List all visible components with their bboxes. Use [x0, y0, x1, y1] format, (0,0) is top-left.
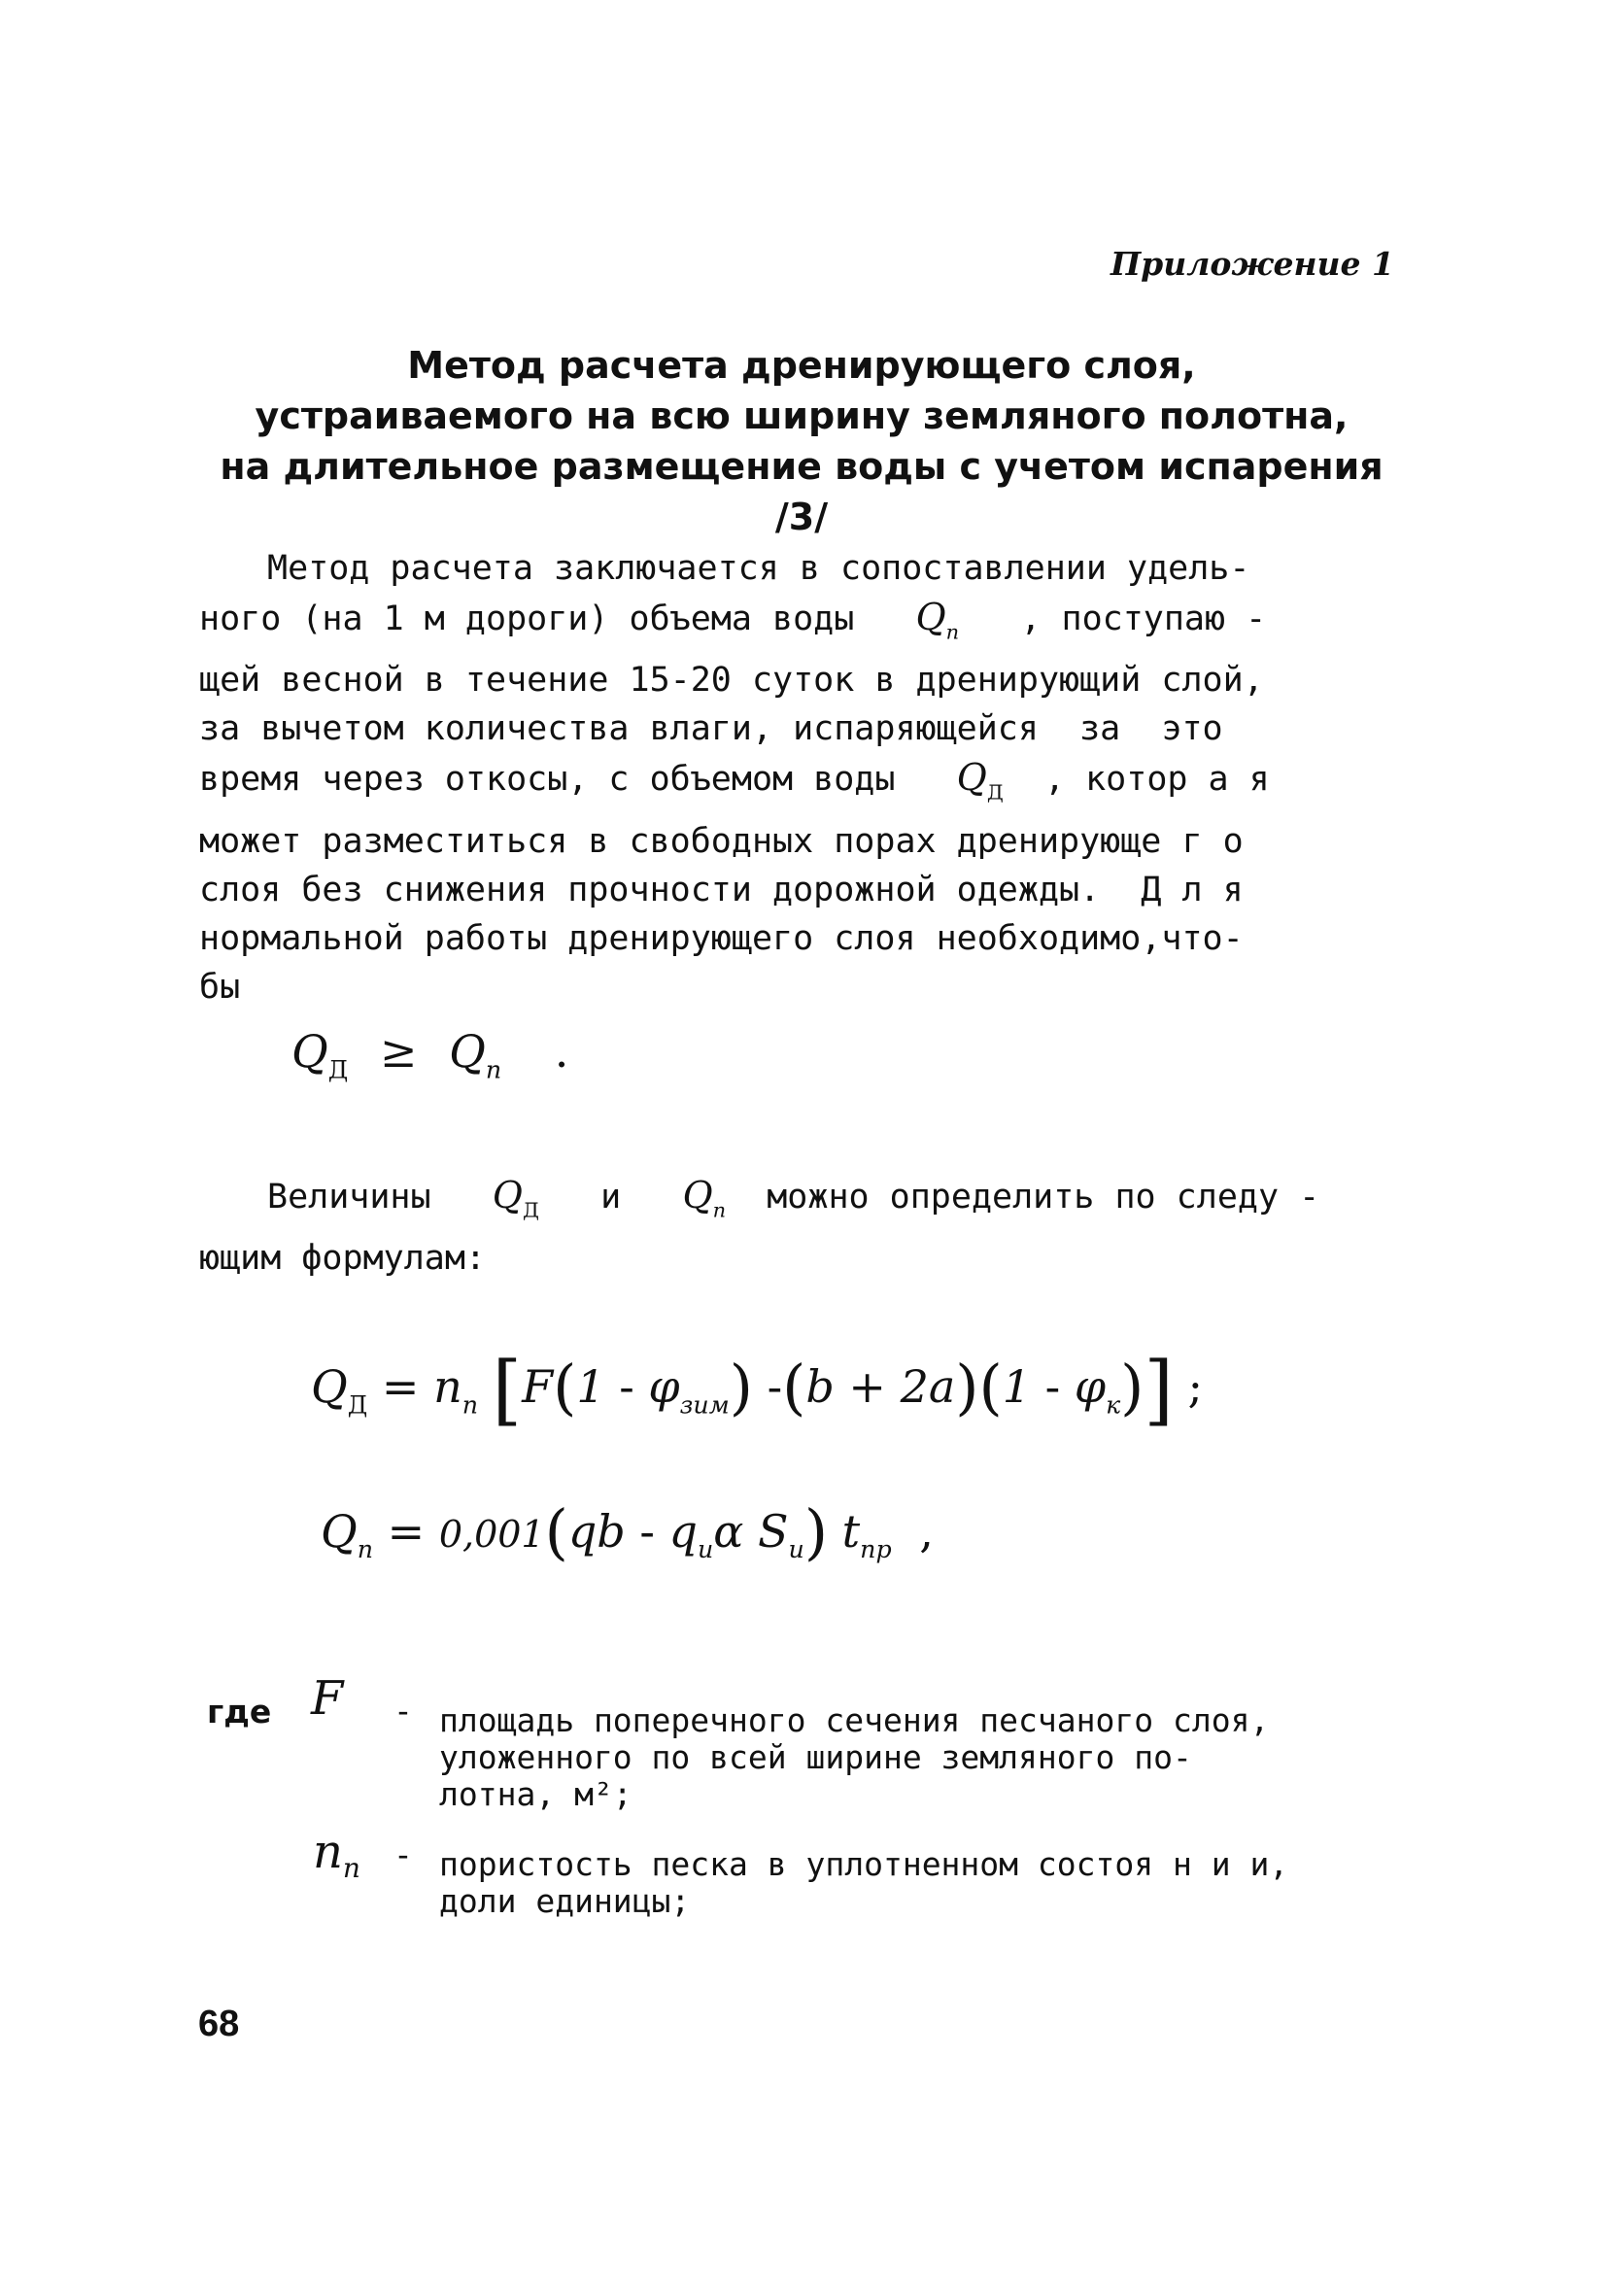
appendix-label: Приложение 1 — [1111, 245, 1394, 283]
symbol-q-p: $Q_п$ — [915, 596, 960, 644]
paragraph-line: бы — [199, 967, 241, 1007]
definition-n-text — [439, 1846, 1420, 1920]
paragraph-text: время через откосы, с объемом воды — [199, 760, 896, 800]
definition-line: доли единицы; — [439, 1882, 691, 1920]
paragraph-line: Величины $Q_Д$ и $Q_п$ можно определить по следу - — [267, 1174, 1320, 1222]
paragraph-text: ного (на 1 м дороги) объема воды — [199, 600, 855, 638]
definition-f-text — [439, 1702, 1420, 1813]
paragraph-values — [199, 1171, 1418, 1283]
paragraph-text: , котор а я — [1043, 760, 1270, 800]
paragraph-line: за вычетом количества влаги, испаряющейся за это — [199, 709, 1223, 749]
paragraph-method — [199, 544, 1418, 1011]
definition-dash: - — [393, 1692, 413, 1730]
title-line-2: устраиваемого на всю ширину земляного полотна, — [255, 394, 1349, 437]
page-number: 68 — [198, 2004, 240, 2044]
title-line-1: Метод расчета дренирующего слоя, — [407, 344, 1196, 387]
paragraph-line: ющим формулам: — [199, 1239, 487, 1279]
symbol-q-p: $Q_п$ — [682, 1174, 727, 1222]
paragraph-line: нормальной работы дренирующего слоя необходимо,что- — [199, 918, 1244, 958]
paragraph-line: может разместиться в свободных порах дренирующе г о — [199, 821, 1244, 861]
definition-dash: - — [393, 1835, 413, 1873]
definition-symbol-f: F — [311, 1671, 344, 1726]
definition-line: площадь поперечного сечения песчаного слоя, — [439, 1701, 1270, 1739]
definition-line: пористость песка в уплотненном состоя н и и, — [439, 1845, 1289, 1883]
symbol-q-d: $Q_Д$ — [956, 756, 1004, 805]
symbol-q-d: $Q_Д$ — [492, 1174, 539, 1222]
definition-line: уложенного по всей ширине земляного по- — [439, 1738, 1192, 1776]
section-title — [194, 340, 1409, 542]
paragraph-line: щей весной в течение 15-20 суток в дренирующий слой, — [199, 661, 1264, 701]
paragraph-line: слоя без снижения прочности дорожной одежды. Д л я — [199, 870, 1244, 909]
paragraph-text: , поступаю - — [1020, 600, 1267, 638]
definition-where-label: где — [207, 1693, 272, 1731]
paragraph-line: Метод расчета заключается в сопоставлении удель- — [267, 549, 1250, 588]
formula-q-p: $Q_п = 0,001(qb - q_и\alpha$ $S_и$) $t_{пр}$ , — [321, 1496, 934, 1567]
paragraph-line — [199, 593, 1418, 656]
inequality-formula: $Q_Д \ge Q_п$ . — [291, 1025, 569, 1084]
formula-q-d: $Q_Д = n_п$ [$F(1 - \varphi_{зим})$ $-(b + 2a)(1 - \varphi_к)$] ; — [311, 1346, 1204, 1434]
title-line-3: на длительное размещение воды с учетом испарения /3/ — [220, 445, 1384, 538]
definition-line: лотна, м²; — [439, 1775, 632, 1813]
paragraph-line — [199, 753, 1418, 816]
definition-symbol-n: nп — [313, 1825, 360, 1884]
